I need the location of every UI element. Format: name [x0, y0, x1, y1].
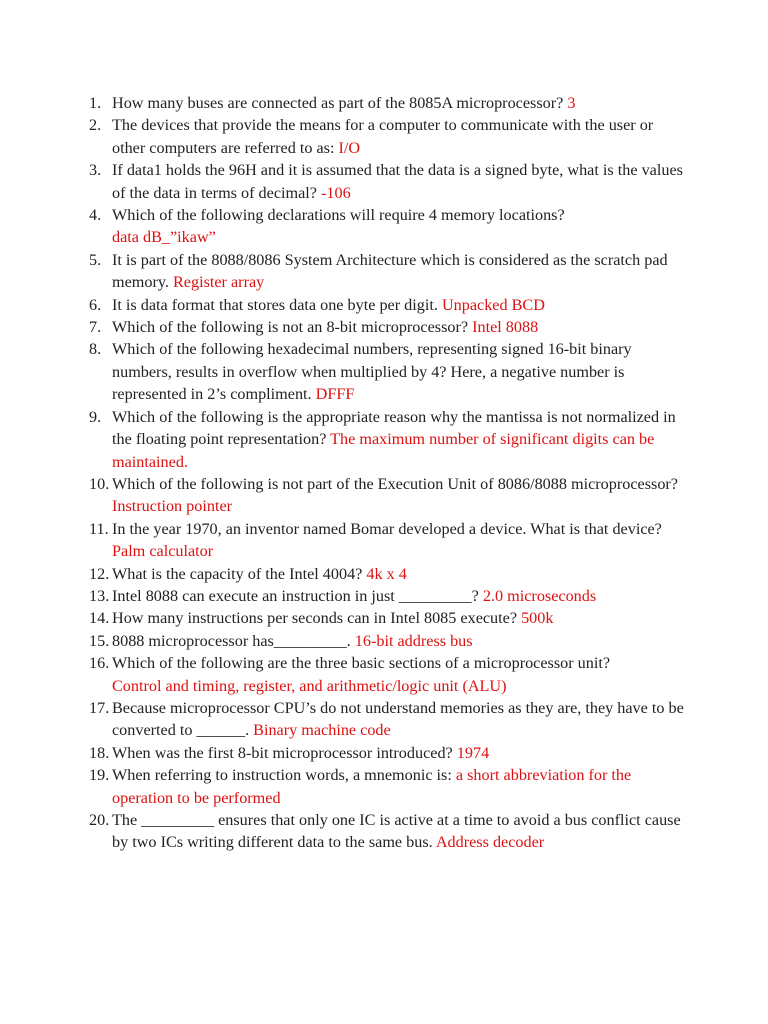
question-number: 4.	[89, 206, 102, 225]
question-item	[89, 518, 689, 563]
question-item	[89, 316, 689, 338]
answer-text: Binary machine code	[253, 721, 391, 740]
question-number: 18.	[89, 743, 110, 762]
answer-text: Register array	[173, 273, 265, 292]
question-text: It is data format that stores data one byte per digit.	[112, 295, 442, 314]
question-text: The _________ ensures that only one IC is active at a time to avoid a bus conflict cause by two ICs writing different data to the same bus.	[112, 811, 681, 852]
question-text: If data1 holds the 96H and it is assumed that the data is a signed byte, what is the values of the data in terms of decimal?	[112, 161, 683, 202]
question-item	[89, 563, 689, 585]
question-number: 19.	[89, 766, 110, 785]
answer-text: Address decoder	[435, 833, 545, 852]
question-number: 6.	[89, 295, 102, 314]
question-item	[89, 249, 689, 294]
answer-text: The maximum number of significant digits can be maintained.	[112, 430, 655, 471]
answer-text: 2.0 microseconds	[482, 586, 597, 605]
question-text: What is the capacity of the Intel 4004?	[112, 564, 367, 583]
question-item	[89, 607, 689, 629]
answer-text: Unpacked BCD	[441, 295, 545, 314]
question-text: How many buses are connected as part of the 8085A microprocessor?	[112, 94, 568, 112]
question-text: In the year 1970, an inventor named Bomar developed a device. What is that device?	[112, 519, 662, 538]
question-text: Which of the following hexadecimal numbers, representing signed 16-bit binary numbers, results in overflow when multiplied by 4? Here, a negative number is represented in 2’s compliment.	[112, 340, 632, 404]
question-number: 11.	[89, 519, 109, 538]
question-number: 8.	[89, 340, 102, 359]
question-number: 14.	[89, 609, 110, 628]
question-text: 8088 microprocessor has_________.	[112, 631, 355, 650]
question-text: Which of the following declarations will require 4 memory locations?	[112, 206, 565, 225]
question-number: 9.	[89, 407, 102, 426]
question-text: It is part of the 8088/8086 System Architecture which is considered as the scratch pad memory.	[112, 250, 668, 292]
answer-text: data dB_”ikaw”	[112, 228, 216, 247]
answer-text: 500k	[521, 609, 554, 628]
question-item	[89, 92, 689, 114]
answer-text: Intel 8088	[472, 318, 539, 337]
question-item	[89, 742, 689, 764]
question-text: Which of the following are the three basic sections of a microprocessor unit?	[112, 654, 611, 673]
question-number: 12.	[89, 564, 110, 583]
question-item	[89, 406, 689, 473]
answer-text: 3	[567, 94, 576, 112]
question-number: 15.	[89, 631, 110, 650]
question-text: When was the first 8-bit microprocessor introduced?	[112, 743, 457, 762]
question-number: 3.	[89, 161, 102, 180]
question-item	[89, 294, 689, 316]
answer-text: 1974	[456, 743, 490, 762]
answer-text: a short abbreviation for the operation to be performed	[112, 766, 632, 807]
question-item	[89, 114, 689, 159]
answer-text: -106	[321, 183, 351, 202]
answer-text: Instruction pointer	[112, 497, 233, 516]
answer-text: 16-bit address bus	[354, 631, 473, 650]
question-item	[89, 204, 689, 249]
question-number: 2.	[89, 116, 102, 135]
answer-text: DFFF	[315, 385, 355, 404]
question-text: How many instructions per seconds can in Intel 8085 execute?	[112, 609, 522, 628]
question-item	[89, 809, 689, 854]
answer-text: 4k x 4	[366, 564, 407, 583]
question-number: 10.	[89, 474, 110, 493]
question-item	[89, 697, 689, 742]
question-item	[89, 630, 689, 652]
question-item	[89, 159, 689, 204]
question-number: 13.	[89, 586, 110, 605]
question-text: Which of the following is the appropriate reason why the mantissa is not normalized in the floating point representation?	[112, 407, 676, 449]
question-number: 5.	[89, 250, 102, 269]
question-number: 16.	[89, 654, 110, 673]
question-text: Because microprocessor CPU’s do not understand memories as they are, they have to be converted to ______.	[112, 698, 684, 740]
question-number: 20.	[89, 811, 110, 829]
question-text: When referring to instruction words, a mnemonic is:	[112, 766, 456, 785]
answer-text: I/O	[338, 138, 361, 157]
question-text: Which of the following is not an 8-bit microprocessor?	[112, 318, 473, 337]
question-number: 1.	[89, 94, 102, 112]
question-number: 17.	[89, 698, 110, 717]
question-text: Which of the following is not part of the Execution Unit of 8086/8088 microprocessor?	[112, 474, 678, 493]
question-item	[89, 652, 689, 697]
question-item	[89, 764, 689, 809]
question-item	[89, 585, 689, 607]
question-item	[89, 473, 689, 518]
answer-text: Palm calculator	[112, 542, 214, 561]
question-text: Intel 8088 can execute an instruction in just _________?	[112, 586, 483, 605]
question-text: The devices that provide the means for a computer to communicate with the user or other computers are referred to as:	[112, 116, 654, 157]
question-number: 7.	[89, 318, 102, 337]
answer-text: Control and timing, register, and arithmetic/logic unit (ALU)	[112, 676, 507, 695]
question-item	[89, 338, 689, 405]
question-list	[89, 92, 689, 854]
